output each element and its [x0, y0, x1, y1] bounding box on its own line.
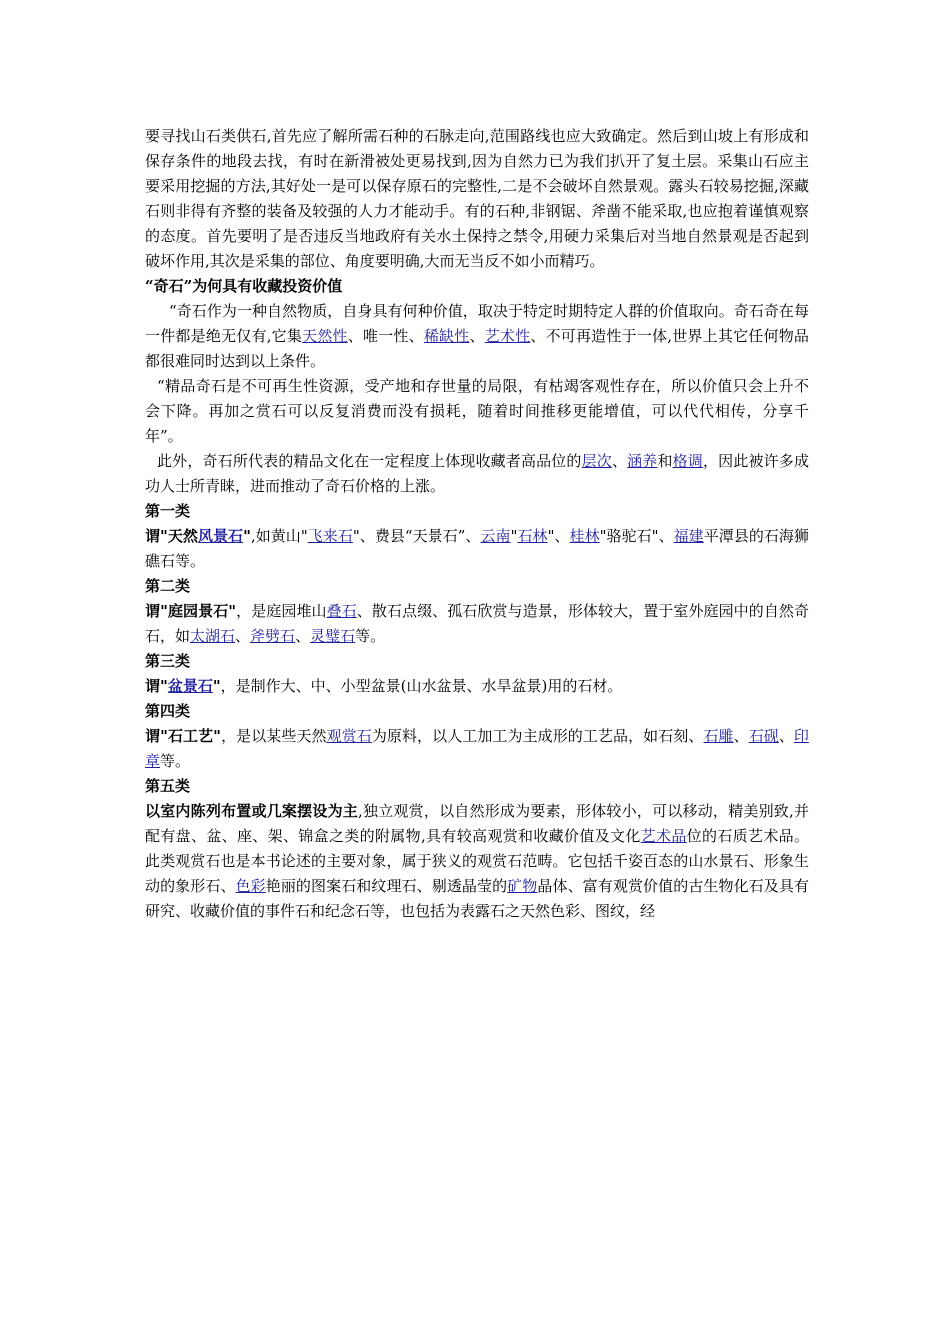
text-run: 、	[611, 452, 628, 470]
text-run: ,独立观赏，以自然形成为要素，形体较小，可以移动，精美别致,并配有盘、盆、座、架、锦盒之类的附属物,具有较高观赏和收藏价值及文化	[145, 802, 809, 845]
text-run: 等。	[355, 627, 386, 645]
text-run: ,如黄山"	[250, 527, 308, 545]
section-heading	[145, 499, 809, 524]
body-paragraph	[145, 674, 809, 699]
text-run: 、	[235, 627, 251, 645]
text-run: 、	[778, 727, 794, 745]
hyperlink[interactable]: 色彩	[235, 877, 266, 895]
body-paragraph	[145, 724, 809, 774]
text-run: 谓"石工艺"	[145, 727, 221, 745]
hyperlink[interactable]: 涵养	[627, 452, 658, 470]
text-run: 第二类	[145, 577, 191, 595]
text-run: 、散石点缀、孤石欣赏与造景，形体较大，置于室外庭园中的自然奇石，如	[145, 602, 809, 645]
text-run: 等。	[160, 752, 191, 770]
text-run: "	[212, 677, 221, 695]
hyperlink[interactable]: 飞来石	[307, 527, 353, 545]
text-run: 要寻找山石类供石,首先应了解所需石种的石脉走向,范围路线也应大致确定。然后到山坡上有形成和保存条件的地段去找，有时在新滑被处更易找到,因为自然力已为我们扒开了复土层。采集山石应主要采用挖掘的方法,其好处一是可以保存原石的完整性,二是不会破坏自然景观。露头石较易挖掘,深藏石则非得有齐整的装备及较强的人力才能动手。有的石种,非钢锯、斧凿不能采取,也应抱着谨慎观察的态度。首先要明了是否违反当地政府有关水土保持之禁令,用硬力采集后对当地自然景观是否起到破坏作用,其次是采集的部位、角度要明确,大而无当反不如小而精巧。	[145, 127, 809, 270]
text-run: 谓"庭园景石"	[145, 602, 237, 620]
text-run: 和	[657, 452, 673, 470]
hyperlink[interactable]: 风景石	[197, 527, 244, 545]
body-paragraph	[145, 449, 809, 499]
document-body	[145, 124, 809, 924]
hyperlink[interactable]: 艺术品	[640, 827, 687, 845]
hyperlink[interactable]: 印章	[145, 727, 809, 770]
section-heading	[145, 274, 809, 299]
hyperlink[interactable]: 艺术性	[484, 327, 531, 345]
hyperlink[interactable]: 斧劈石	[250, 627, 296, 645]
hyperlink[interactable]: 盆景石	[167, 677, 213, 695]
hyperlink[interactable]: 太湖石	[190, 627, 236, 645]
hyperlink[interactable]: 格调	[672, 452, 703, 470]
section-heading	[145, 649, 809, 674]
text-run: 谓"天然	[145, 527, 198, 545]
text-run: "骆驼石"、	[599, 527, 674, 545]
body-paragraph	[145, 299, 809, 374]
text-run: ，是庭园堆山	[236, 602, 327, 620]
body-paragraph	[145, 374, 809, 449]
body-paragraph	[145, 599, 809, 649]
text-run: 为原料，以人工加工为主成形的工艺品，如石刻、	[371, 727, 704, 745]
hyperlink[interactable]: 天然性	[302, 327, 348, 345]
text-run: ，是制作大、中、小型盆景(山水盆景、水旱盆景)用的石材。	[220, 677, 623, 695]
text-run: 、	[733, 727, 749, 745]
text-run: "、	[547, 527, 570, 545]
text-run: “精品奇石是不可再生性资源，受产地和存世量的局限，有枯竭客观性存在，所以价值只会上升不会下降。再加之赏石可以反复消费而没有损耗，随着时间推移更能增值，可以代代相传，分享千年”。	[145, 377, 809, 445]
text-run: 、不可再造性于一体,世界上其它任何物品都很难同时达到以上条件。	[145, 327, 809, 370]
text-run: 谓"	[145, 677, 168, 695]
text-run: 第三类	[145, 652, 191, 670]
body-paragraph	[145, 799, 809, 924]
body-paragraph	[145, 524, 809, 574]
section-heading	[145, 574, 809, 599]
hyperlink[interactable]: 石砚	[748, 727, 779, 745]
hyperlink[interactable]: 石雕	[703, 727, 734, 745]
text-run: 此外，奇石所代表的精品文化在一定程度上体现收藏者高品位的	[157, 452, 582, 470]
text-run: 位的石质艺术品。此类观赏石也是本书论述的主要对象，属于狭义的观赏石范畴。它包括千姿百态的山水景石、形象生动的象形石、	[145, 827, 809, 895]
hyperlink[interactable]: 灵璧石	[310, 627, 356, 645]
hyperlink[interactable]: 云南	[480, 527, 511, 545]
text-run: 、	[469, 327, 485, 345]
text-run: "、费县“天景石”、	[352, 527, 481, 545]
text-run: 晶体、富有观赏价值的古生物化石及具有研究、收藏价值的事件石和纪念石等，也包括为表露石之天然色彩、图纹，经	[145, 877, 809, 920]
text-run: 第一类	[145, 502, 191, 520]
text-run: "	[243, 527, 251, 545]
text-run: 第五类	[145, 777, 191, 795]
hyperlink[interactable]: 桂林	[569, 527, 600, 545]
text-run: ，是以某些天然	[221, 727, 327, 745]
hyperlink[interactable]: 石林	[517, 527, 548, 545]
text-run: 、	[295, 627, 311, 645]
hyperlink[interactable]: 福建	[673, 527, 704, 545]
section-heading	[145, 774, 809, 799]
hyperlink[interactable]: 观赏石	[326, 727, 372, 745]
text-run: 第四类	[145, 702, 191, 720]
section-heading	[145, 699, 809, 724]
text-run: 、唯一性、	[347, 327, 424, 345]
text-run: 以室内陈列布置或几案摆设为主	[145, 802, 359, 820]
text-run: “奇石”为何具有收藏投资价值	[145, 277, 343, 295]
hyperlink[interactable]: 稀缺性	[423, 327, 470, 345]
text-run: "	[510, 527, 518, 545]
hyperlink[interactable]: 层次	[581, 452, 612, 470]
hyperlink[interactable]: 矿物	[507, 877, 538, 895]
text-run: ，因此被许多成功人士所青睐，进而推动了奇石价格的上涨。	[145, 452, 809, 495]
body-paragraph	[145, 124, 809, 274]
text-run: 艳丽的图案石和纹理石、剔透晶莹的	[265, 877, 508, 895]
text-run: “奇石作为一种自然物质，自身具有何种价值，取决于特定时期特定人群的价值取向。奇石奇在每一件都是绝无仅有,它集	[145, 302, 809, 345]
text-run: 平潭县的石海狮礁石等。	[145, 527, 809, 570]
hyperlink[interactable]: 叠石	[326, 602, 357, 620]
